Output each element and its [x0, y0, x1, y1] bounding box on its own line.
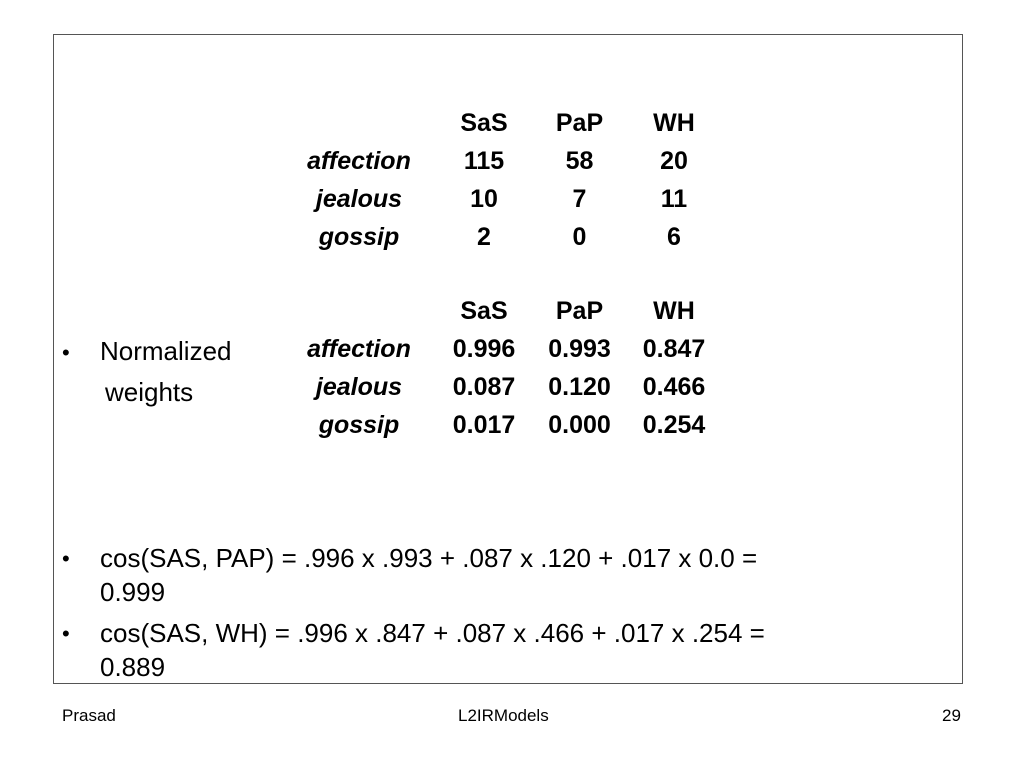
- table-cell: 20: [660, 146, 688, 175]
- table-header-row: [283, 292, 722, 330]
- table-corner: [283, 104, 435, 142]
- footer-author: Prasad: [62, 706, 116, 725]
- table-cell: 0.017: [452, 410, 516, 439]
- bullet-marker: •: [62, 546, 70, 571]
- table-cell: 0.466: [642, 372, 706, 401]
- row-label: affection: [307, 146, 411, 175]
- row-label: jealous: [315, 184, 403, 213]
- table-cell: 7: [572, 184, 587, 213]
- row-label: jealous: [315, 372, 403, 401]
- table-row: [283, 330, 722, 368]
- row-label: gossip: [318, 222, 400, 251]
- table-cell: 58: [565, 146, 594, 175]
- table-cell: 6: [667, 222, 681, 251]
- table-row: [283, 406, 722, 444]
- table-corner: [283, 292, 435, 330]
- raw-frequency-table: [283, 104, 722, 256]
- column-header: WH: [653, 296, 695, 325]
- bullet-text: 0.999: [100, 577, 166, 607]
- normalized-weights-table: [283, 292, 722, 444]
- bullet-text: cos(SAS, PAP) = .996 x .993 + .087 x .120 + .017 x 0.0 =: [100, 543, 758, 573]
- table-cell: 10: [470, 184, 498, 213]
- table-cell: 0.000: [548, 410, 611, 439]
- table-cell: 115: [463, 146, 505, 175]
- table-cell: 2: [477, 222, 491, 251]
- table-cell: 0.993: [548, 334, 611, 363]
- table-row: [283, 180, 722, 218]
- bullet-text: cos(SAS, WH) = .996 x .847 + .087 x .466 + .017 x .254 =: [100, 618, 765, 648]
- column-header: SaS: [460, 296, 508, 325]
- table-cell: 0.254: [642, 410, 706, 439]
- table-cell: 0.847: [642, 334, 706, 363]
- bullet-marker: •: [62, 621, 70, 646]
- table-cell: 0.120: [548, 372, 611, 401]
- table-cell: 0: [572, 222, 587, 251]
- table-cell: 0.087: [452, 372, 516, 401]
- row-label: affection: [307, 334, 411, 363]
- table-header-row: [283, 104, 722, 142]
- row-label: gossip: [318, 410, 400, 439]
- column-header: WH: [653, 108, 695, 137]
- bullet-marker: •: [62, 340, 70, 365]
- table-cell: 11: [660, 184, 688, 213]
- table-row: [283, 142, 722, 180]
- bullet-text: 0.889: [100, 652, 166, 682]
- bullet-text: weights: [105, 377, 194, 407]
- footer-page-number: 29: [942, 706, 961, 725]
- table-row: [283, 218, 722, 256]
- column-header: SaS: [460, 108, 508, 137]
- bullet-text: Normalized: [100, 336, 232, 366]
- column-header: PaP: [555, 108, 604, 137]
- table-row: [283, 368, 722, 406]
- table-cell: 0.996: [452, 334, 516, 363]
- column-header: PaP: [555, 296, 604, 325]
- footer-deck-title: L2IRModels: [458, 706, 549, 725]
